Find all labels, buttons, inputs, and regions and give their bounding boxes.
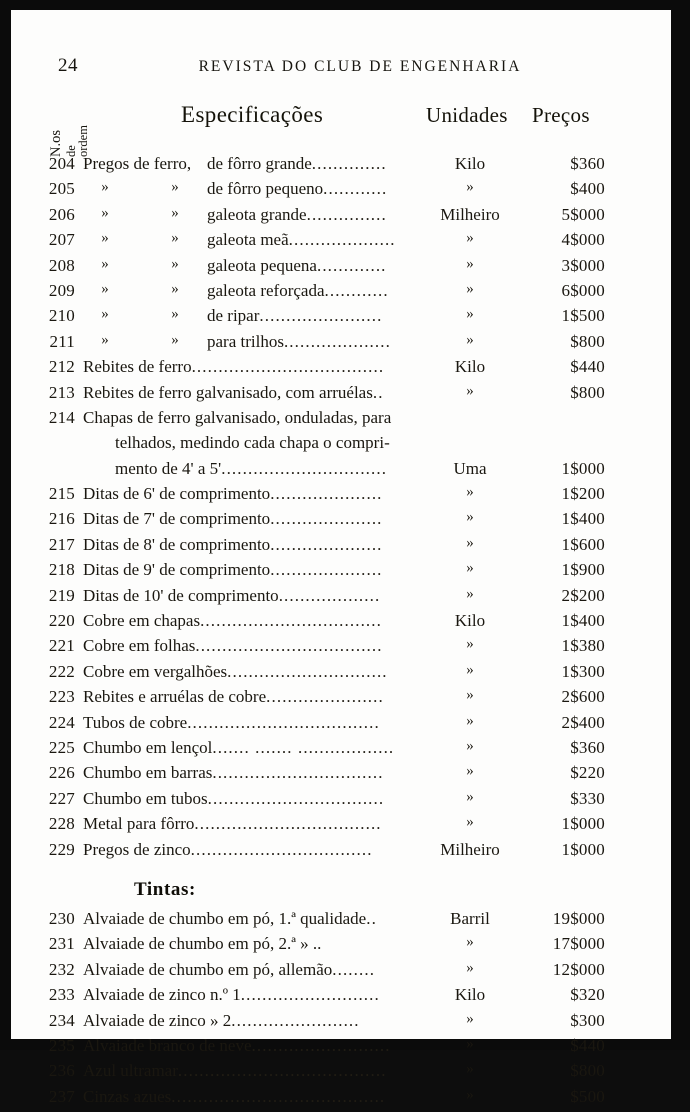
row-price: 1$900 [561,560,605,580]
dot-leader: ................... [278,585,381,605]
table-row [11,1036,671,1061]
row-order-number: 221 [48,636,75,656]
row-description: Metal para fôrro................................... [83,814,382,834]
section-spacer [11,865,671,875]
table-row [11,230,671,255]
row-price: 2$600 [561,687,605,707]
ditto-mark-primary: » [101,280,109,297]
row-price: 1$500 [561,306,605,326]
row-unit: » [466,1061,474,1078]
table-row [11,433,671,458]
row-price: $220 [570,763,605,783]
row-order-number: 208 [48,255,75,275]
table-row [11,281,671,306]
row-unit: Milheiro [440,839,500,859]
row-order-number: 214 [48,407,75,427]
row-unit: » [466,306,474,323]
dot-leader: .......................... [240,985,380,1005]
row-description: Ditas de 10' de comprimento................... [83,585,381,605]
row-price: $360 [570,737,605,757]
table-row [11,789,671,814]
table-row [11,636,671,661]
row-price: $330 [570,788,605,808]
row-description: Alvaiade branco de neve.......................... [83,1035,391,1055]
row-price: 1$400 [561,611,605,631]
ditto-mark-secondary: » [171,204,179,221]
table-row [11,205,671,230]
row-description: Chumbo em barras................................ [83,763,384,783]
row-order-number: 217 [48,534,75,554]
row-price: $440 [570,1035,605,1055]
ditto-mark-secondary: » [171,331,179,348]
row-price: 6$000 [561,280,605,300]
row-unit: » [466,788,474,805]
dot-leader: ............... [306,204,387,224]
row-order-number: 205 [48,179,75,199]
row-price: $800 [570,1061,605,1081]
ditto-mark-secondary: » [171,179,179,196]
dot-leader: .................................... [191,357,385,377]
row-order-number: 231 [48,934,75,954]
table-row [11,306,671,331]
row-order-number: 229 [48,839,75,859]
row-description: galeota reforçada............ [207,280,389,300]
table-row [11,535,671,560]
row-price: 1$300 [561,661,605,681]
ditto-mark-primary: » [101,255,109,272]
row-price: $320 [570,985,605,1005]
row-order-number: 225 [48,737,75,757]
row-subdescription: de fôrro grande.............. [207,154,387,173]
price-table-body [11,154,671,1112]
table-row [11,509,671,534]
order-header-line-3: ordem [76,125,90,157]
dot-leader: ................................ [212,763,384,783]
row-unit: Kilo [454,357,486,377]
row-unit: » [466,331,474,348]
row-unit: » [466,737,474,754]
ditto-mark-secondary: » [171,280,179,297]
dot-leader: ........................ [231,1010,360,1030]
table-row [11,611,671,636]
row-description: Alvaiade de chumbo em pó, 1.ª qualidade.. [83,908,377,928]
row-order-number: 213 [48,382,75,402]
row-unit: » [466,534,474,551]
column-header-unidades: Unidades [426,103,508,127]
running-head [11,55,671,81]
row-order-number: 234 [48,1010,75,1030]
row-order-number: 219 [48,585,75,605]
ditto-mark-primary: » [101,179,109,196]
row-price: 1$600 [561,534,605,554]
row-description: para trilhos.................... [207,331,391,351]
row-unit: Kilo [454,154,486,173]
row-price: 3$000 [561,255,605,275]
row-price: 1$380 [561,636,605,656]
row-unit: » [466,934,474,951]
row-order-number: 230 [48,908,75,928]
ditto-mark-primary: » [101,331,109,348]
row-order-number: 218 [48,560,75,580]
ditto-mark-secondary: » [171,230,179,247]
row-price: $800 [570,382,605,402]
row-price: 2$200 [561,585,605,605]
row-price: 12$000 [552,959,605,979]
table-row [11,408,671,433]
ditto-mark-primary: » [101,306,109,323]
row-price: $800 [570,331,605,351]
dot-leader: ....................... [259,306,383,326]
section-heading: Tintas: [134,878,196,900]
row-unit: Milheiro [440,204,500,224]
row-unit: » [466,560,474,577]
row-order-number: 211 [49,331,75,351]
order-header-line-2: de [64,145,78,157]
row-price: 1$000 [561,814,605,834]
row-price: 2$400 [561,712,605,732]
table-row [11,332,671,357]
table-row [11,484,671,509]
row-unit: » [466,255,474,272]
row-order-number: 227 [48,788,75,808]
table-row [11,662,671,687]
dot-leader: ................................... [195,636,383,656]
row-order-number: 223 [48,687,75,707]
row-order-number: 215 [48,484,75,504]
table-row [11,256,671,281]
dot-leader: ....... ....... .................. [212,737,395,757]
dot-leader: ................................... [194,814,382,834]
dot-leader: ..................... [270,534,383,554]
ditto-mark-secondary: » [171,255,179,272]
dot-leader: ..................... [270,484,383,504]
row-description: Cobre em vergalhões.............................. [83,661,388,681]
row-unit: » [466,687,474,704]
dot-leader: ................................. [207,788,385,808]
row-order-number: 212 [48,357,75,377]
dot-leader: ............. [316,255,387,275]
row-price: 1$200 [561,484,605,504]
table-row [11,586,671,611]
row-unit: » [466,712,474,729]
dot-leader: .............. [311,154,387,173]
table-row [11,763,671,788]
row-price: 1$000 [561,839,605,859]
row-price: 1$000 [561,458,605,478]
row-order-number: 237 [48,1086,75,1106]
row-description: Pregos de ferro, [83,154,192,173]
dot-leader: ............................... [221,458,388,478]
row-price: $300 [570,1010,605,1030]
row-order-number: 206 [48,204,75,224]
table-row [11,1061,671,1086]
ditto-mark-primary: » [101,204,109,221]
row-description: Cobre em chapas.................................. [83,611,382,631]
row-description: de ripar....................... [207,306,383,326]
order-header-line-1: N.os [48,130,64,157]
row-description: Ditas de 8' de comprimento..................... [83,534,383,554]
row-unit: » [466,179,474,196]
row-unit: » [466,1010,474,1027]
table-row [11,459,671,484]
row-unit: » [466,661,474,678]
row-unit: » [466,1086,474,1103]
row-unit: » [466,280,474,297]
document-page [11,10,671,1106]
row-description: Cobre em folhas................................... [83,636,383,656]
dot-leader: .................................. [190,839,373,859]
table-row [11,934,671,959]
row-description: telhados, medindo cada chapa o compri- [115,433,390,453]
row-price: 1$400 [561,509,605,529]
row-unit: » [466,484,474,501]
row-unit: » [466,636,474,653]
dot-leader: ..................... [270,509,383,529]
row-description: Chumbo em lençol....... ....... .................. [83,737,395,757]
dot-leader: .................... [288,230,396,250]
table-row [11,985,671,1010]
table-row [11,814,671,839]
section-heading-row [11,875,671,909]
row-order-number: 209 [48,280,75,300]
row-description: de fôrro pequeno............ [207,179,388,199]
row-description: Alvaiade de zinco n.º 1.......................... [83,985,380,1005]
row-order-number: 210 [48,306,75,326]
dot-leader: .. [372,382,384,402]
column-header-precos: Preços [532,103,590,127]
table-row [11,383,671,408]
dot-leader: .............................. [227,661,388,681]
row-description: galeota grande............... [207,204,387,224]
dot-leader: ........................................ [171,1086,386,1106]
row-description: Azul ultramar....................................... [83,1061,387,1081]
row-description: Chumbo em tubos................................. [83,788,385,808]
row-price: 19$000 [552,908,605,928]
row-order-number: 207 [48,230,75,250]
row-unit: » [466,1035,474,1052]
row-description: Ditas de 9' de comprimento..................... [83,560,383,580]
table-row [11,687,671,712]
row-order-number: 226 [48,763,75,783]
table-row [11,1011,671,1036]
dot-leader: ..................... [270,560,383,580]
page-number: 24 [58,55,78,76]
table-row [11,909,671,934]
row-order-number: 235 [48,1035,75,1055]
table-row [11,154,671,179]
row-price: $500 [570,1086,605,1106]
ditto-mark-secondary: » [171,306,179,323]
table-row [11,179,671,204]
row-description: Tubos de cobre.................................... [83,712,380,732]
journal-title: REVISTA DO CLUB DE ENGENHARIA [198,58,522,75]
row-description: Alvaiade de chumbo em pó, allemão........ [83,959,376,979]
row-unit: Uma [453,458,487,478]
row-description: Rebites de ferro.................................... [83,357,385,377]
row-order-number: 222 [48,661,75,681]
row-description: Alvaiade de zinco » 2........................ [83,1010,360,1030]
row-unit: » [466,382,474,399]
row-order-number: 220 [48,611,75,631]
table-row [11,960,671,985]
row-price: 5$000 [561,204,605,224]
row-description: Rebites de ferro galvanisado, com arruélas.. [83,382,384,402]
row-description: Rebites e arruélas de cobre...................... [83,687,384,707]
row-unit: » [466,585,474,602]
row-description: galeota pequena............. [207,255,387,275]
dot-leader: .................... [283,331,391,351]
row-description: Pregos de zinco.................................. [83,839,373,859]
row-unit: » [466,509,474,526]
row-description: Ditas de 6' de comprimento..................... [83,484,383,504]
table-row [11,840,671,865]
dot-leader: ........ [332,959,376,979]
row-description: Alvaiade de chumbo em pó, 2.ª » .. [83,934,322,954]
table-row [11,560,671,585]
dot-leader: .. [366,908,377,928]
row-order-number: 204 [48,154,75,173]
row-order-number: 233 [48,985,75,1005]
row-price: $440 [570,357,605,377]
row-description: galeota meã.................... [207,230,396,250]
row-unit: » [466,230,474,247]
table-row [11,357,671,382]
column-header-especificacoes: Especificações [181,102,324,127]
dot-leader: ............ [324,280,389,300]
row-price: $360 [570,154,605,173]
row-price: $400 [570,179,605,199]
row-description: Chapas de ferro galvanisado, onduladas, para [83,407,392,427]
row-description: Ditas de 7' de comprimento..................... [83,509,383,529]
dot-leader: ............ [323,179,388,199]
row-order-number: 216 [48,509,75,529]
row-price: 4$000 [561,230,605,250]
row-unit: Kilo [454,611,486,631]
dot-leader: ...................... [266,687,384,707]
dot-leader: .................................. [200,611,382,631]
row-unit: Barril [450,908,490,928]
table-row [11,713,671,738]
column-header-order-number [48,95,113,157]
row-unit: Kilo [454,985,486,1005]
row-unit: » [466,959,474,976]
row-order-number: 236 [48,1061,75,1081]
dot-leader: .................................... [187,712,380,732]
row-description: Cinzas azues........................................ [83,1086,386,1106]
row-unit: » [466,814,474,831]
row-order-number: 232 [48,959,75,979]
dot-leader: .......................... [251,1035,391,1055]
row-description: mento de 4' a 5'............................... [115,458,388,478]
ditto-mark-primary: » [101,230,109,247]
table-row [11,1087,671,1112]
row-order-number: 224 [48,712,75,732]
row-price: 17$000 [552,934,605,954]
row-unit: » [466,763,474,780]
row-order-number: 228 [48,814,75,834]
table-row [11,738,671,763]
dot-leader: ....................................... [177,1061,387,1081]
